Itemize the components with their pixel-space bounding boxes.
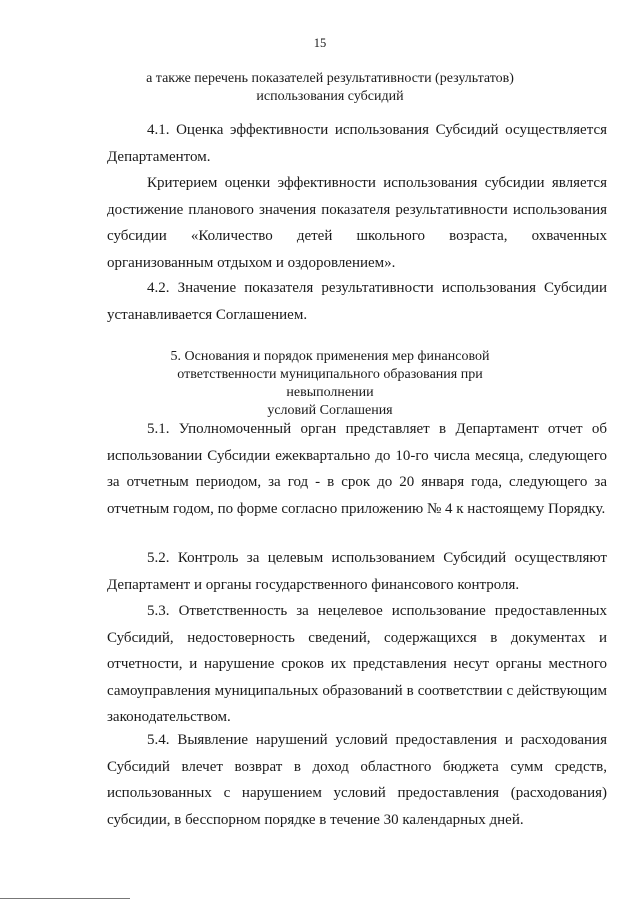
heading-line: условий Соглашения	[267, 403, 393, 418]
heading-line: использования субсидий	[256, 89, 404, 104]
paragraph-5-1: 5.1. Уполномоченный орган представляет в Департамент отчет об использовании Субсидии ежеквартально до 10-го числа месяца, следующего за отчетным периодом, за год - в срок до 20 января года, следующего за отчетным годом, по форме согласно приложению № 4 к настоящему Порядку.	[107, 421, 607, 517]
heading-line: 5. Основания и порядок применения мер финансовой	[170, 349, 490, 364]
page-number: 15	[313, 36, 327, 50]
paragraph-criterion: Критерием оценки эффективности использования субсидии является достижение планового значения показателя результативности использования субсидии «Количество детей школьного возраста, охваченных организованным отдыхом и оздоровлением».	[107, 175, 607, 271]
heading-line: а также перечень показателей результативности (результатов)	[146, 71, 514, 86]
paragraph-5-2: 5.2. Контроль за целевым использованием Субсидий осуществляют Департамент и органы государственного финансового контроля.	[107, 550, 607, 593]
paragraph-4-2: 4.2. Значение показателя результативности использования Субсидии устанавливается Соглашением.	[107, 280, 607, 323]
heading-line: ответственности муниципального образования при невыполнении	[177, 367, 483, 400]
footer-rule	[0, 898, 130, 899]
paragraph-5-4: 5.4. Выявление нарушений условий предоставления и расходования Субсидий влечет возврат в доход областного бюджета сумм средств, использованных с нарушением условий предоставления (расходования) субсидии, в бесспорном порядке в течение 30 календарных дней.	[107, 732, 607, 828]
section-heading-4-continued	[140, 70, 520, 106]
paragraph-4-1: 4.1. Оценка эффективности использования Субсидий осуществляется Департаментом.	[107, 122, 607, 165]
section-heading-5	[140, 348, 520, 420]
paragraph-5-3: 5.3. Ответственность за нецелевое использование предоставленных Субсидий, недостоверность сведений, содержащихся в документах и отчетности, и нарушение сроков их представления несут органы местного самоуправления муниципальных образований в соответствии с действующим законодательством.	[107, 603, 607, 725]
